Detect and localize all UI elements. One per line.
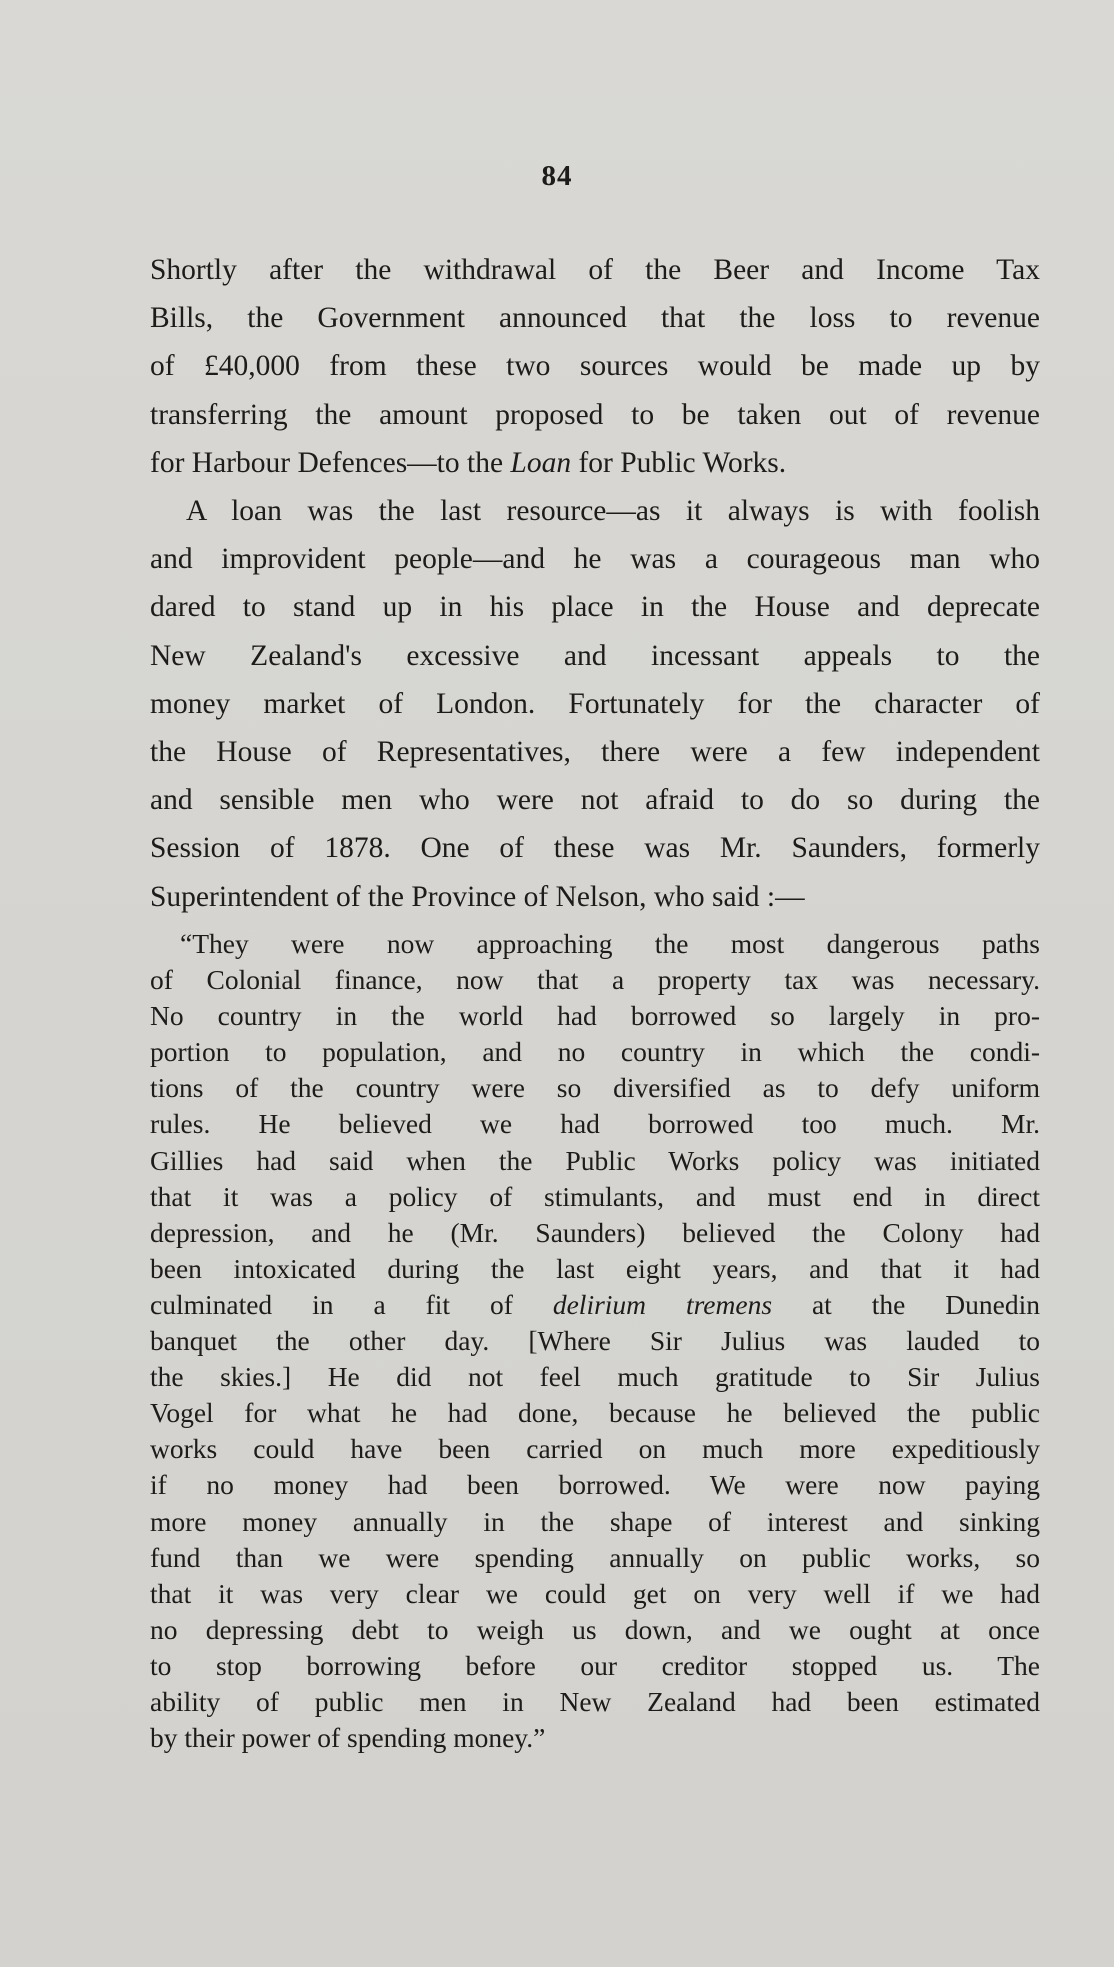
text-line: tions of the country were so diversified as to defy uniform bbox=[150, 1072, 1040, 1104]
text-line: Vogel for what he had done, because he believed the public bbox=[150, 1397, 1040, 1429]
text-line: if no money had been borrowed. We were now paying bbox=[150, 1469, 1040, 1501]
text-run: for Harbour Defences—to the bbox=[150, 446, 511, 479]
text-line: fund than we were spending annually on public works, so bbox=[150, 1541, 1040, 1573]
page-number: 84 bbox=[541, 160, 573, 192]
paragraph-2 bbox=[150, 487, 1040, 921]
text-line: no depressing debt to weigh us down, and we ought at once bbox=[150, 1613, 1040, 1645]
text-line bbox=[150, 1287, 1040, 1323]
text-line: been intoxicated during the last eight years, and that it had bbox=[150, 1252, 1040, 1284]
text-line: rules. He believed we had borrowed too much. Mr. bbox=[150, 1108, 1040, 1140]
text-line: No country in the world had borrowed so largely in pro- bbox=[150, 1000, 1040, 1032]
italic-text: delirium tremens bbox=[552, 1288, 773, 1320]
text-line: that it was very clear we could get on very well if we had bbox=[150, 1577, 1040, 1609]
text-line: “They were now approaching the most dangerous paths bbox=[180, 928, 1040, 959]
italic-text: Loan bbox=[510, 446, 572, 479]
text-line: of Colonial finance, now that a property tax was necessary. bbox=[150, 964, 1040, 996]
text-line: more money annually in the shape of interest and sinking bbox=[150, 1505, 1040, 1537]
text-line: portion to population, and no country in which the condi- bbox=[150, 1036, 1040, 1068]
text-run: at the Dunedin bbox=[772, 1288, 1041, 1320]
text-line bbox=[150, 439, 1040, 487]
text-line: that it was a policy of stimulants, and must end in direct bbox=[150, 1180, 1040, 1212]
text-line: transferring the amount proposed to be taken out of revenue bbox=[150, 398, 1040, 431]
text-line: money market of London. Fortunately for the character of bbox=[150, 687, 1040, 720]
text-line: the skies.] He did not feel much gratitude to Sir Julius bbox=[150, 1361, 1040, 1393]
body-text bbox=[150, 246, 1040, 921]
text-line: to stop borrowing before our creditor stopped us. The bbox=[150, 1649, 1040, 1681]
text-line: New Zealand's excessive and incessant appeals to the bbox=[150, 639, 1040, 672]
text-line: depression, and he (Mr. Saunders) believed the Colony had bbox=[150, 1216, 1040, 1248]
text-line: and sensible men who were not afraid to do so during the bbox=[150, 784, 1040, 817]
text-line: Shortly after the withdrawal of the Beer and Income Tax bbox=[150, 254, 1040, 286]
text-line: and improvident people—and he was a courageous man who bbox=[150, 543, 1040, 576]
quoted-speech bbox=[150, 926, 1040, 1756]
text-run: for Public Works. bbox=[571, 446, 787, 479]
text-line: of £40,000 from these two sources would be made up by bbox=[150, 350, 1040, 383]
text-line: ability of public men in New Zealand had been estimated bbox=[150, 1685, 1040, 1717]
text-line: Gillies had said when the Public Works policy was initiated bbox=[150, 1144, 1040, 1176]
text-run: culminated in a fit of bbox=[150, 1288, 553, 1320]
text-line: Bills, the Government announced that the loss to revenue bbox=[150, 302, 1040, 335]
text-line: dared to stand up in his place in the House and deprecate bbox=[150, 591, 1040, 624]
text-line: by their power of spending money.” bbox=[150, 1722, 546, 1754]
text-line: Session of 1878. One of these was Mr. Saunders, formerly bbox=[150, 832, 1040, 865]
text-line: works could have been carried on much more expeditiously bbox=[150, 1433, 1040, 1465]
text-line: A loan was the last resource—as it always is with foolish bbox=[186, 495, 1040, 528]
text-line: Superintendent of the Province of Nelson, who said :— bbox=[150, 880, 805, 913]
text-line: the House of Representatives, there were a few independent bbox=[150, 736, 1040, 769]
text-line: banquet the other day. [Where Sir Julius was lauded to bbox=[150, 1325, 1040, 1357]
paragraph-1 bbox=[150, 246, 1040, 487]
